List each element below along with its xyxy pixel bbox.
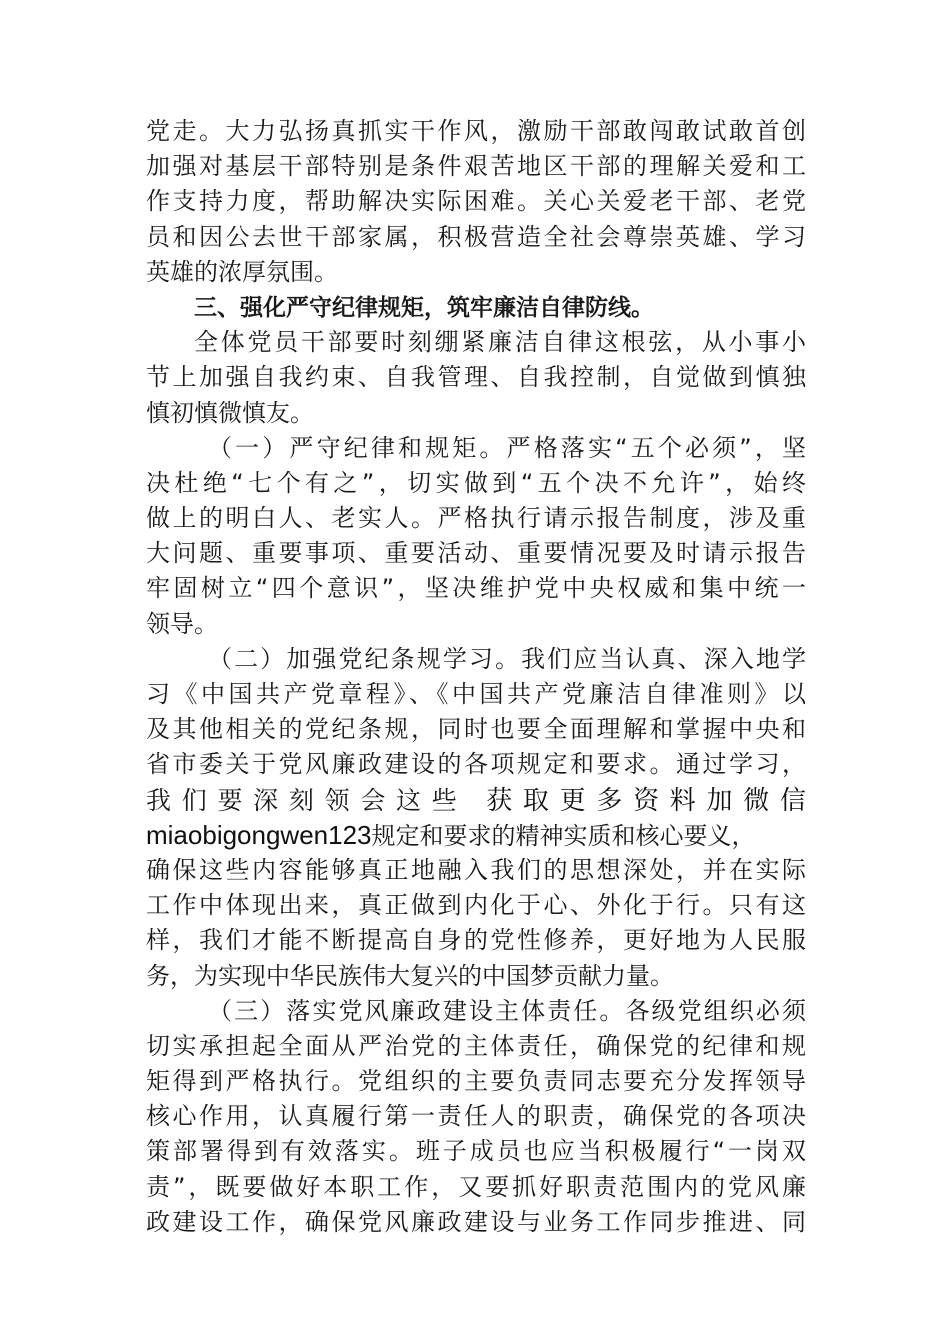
text-line: 策部署得到有效落实。班子成员也应当积极履行“一岗双 bbox=[146, 1137, 806, 1166]
text-line: 切实承担起全面从严治党的主体责任，确保党的纪律和规 bbox=[146, 1031, 806, 1060]
text-line-with-ad bbox=[146, 818, 806, 853]
text-line: 党走。大力弘扬真抓实干作风，激励干部敢闯敢试敢首创 bbox=[146, 117, 806, 145]
text-line: 慎初慎微慎友。 bbox=[146, 398, 314, 427]
text-line: 责”，既要做好本职工作，又要抓好职责范围内的党风廉 bbox=[146, 1172, 806, 1201]
text-line: 确保这些内容能够真正地融入我们的思想深处，并在实际 bbox=[146, 855, 806, 884]
watermark-ad: 获取更多资料加微信 bbox=[486, 784, 806, 815]
text-segment: 规定和要求的精神实质和核心要义， bbox=[371, 821, 756, 850]
text-line: 务，为实现中华民族伟大复兴的中国梦贡献力量。 bbox=[146, 961, 674, 990]
text-line: 习《中国共产党章程》、《中国共产党廉洁自律准则》以 bbox=[146, 680, 806, 708]
text-line: 员和因公去世干部家属，积极营造全社会尊崇英雄、学习 bbox=[146, 222, 806, 251]
text-line: 样，我们才能不断提高自身的党性修养，更好地为人民服 bbox=[146, 926, 806, 955]
text-line: 牢固树立“四个意识”，坚决维护党中央权威和集中统一 bbox=[146, 574, 806, 603]
text-line: 矩得到严格执行。党组织的主要负责同志要充分发挥领导 bbox=[146, 1067, 806, 1096]
text-line: （一）严守纪律和规矩。严格落实“五个必须”，坚 bbox=[208, 433, 806, 462]
section-heading: 三、强化严守纪律规矩，筑牢廉洁自律防线。 bbox=[194, 293, 654, 320]
text-line: 英雄的浓厚氛围。 bbox=[146, 257, 338, 286]
text-line: 及其他相关的党纪条规，同时也要全面理解和掌握中央和 bbox=[146, 715, 806, 744]
text-line: 加强对基层干部特别是条件艰苦地区干部的理解关爱和工 bbox=[146, 152, 806, 181]
text-line: （二）加强党纪条规学习。我们应当认真、深入地学 bbox=[208, 644, 806, 673]
text-line: 大问题、重要事项、重要活动、重要情况要及时请示报告 bbox=[146, 539, 806, 568]
text-line: 省市委关于党风廉政建设的各项规定和要求。通过学习， bbox=[146, 750, 806, 779]
text-line: 工作中体现出来，真正做到内化于心、外化于行。只有这 bbox=[146, 891, 806, 920]
text-line: （三）落实党风廉政建设主体责任。各级党组织必须 bbox=[208, 996, 806, 1025]
text-line: 节上加强自我约束、自我管理、自我控制，自觉做到慎独 bbox=[146, 363, 806, 392]
text-line: 政建设工作，确保党风廉政建设与业务工作同步推进、同 bbox=[146, 1207, 806, 1236]
text-line: 决杜绝“七个有之”，切实做到“五个决不允许”，始终 bbox=[146, 468, 806, 497]
text-line: 领导。 bbox=[146, 609, 218, 638]
text-line-with-ad bbox=[146, 783, 806, 818]
text-line: 作支持力度，帮助解决实际困难。关心关爱老干部、老党 bbox=[146, 187, 806, 216]
text-line: 全体党员干部要时刻绷紧廉洁自律这根弦，从小事小 bbox=[194, 328, 806, 357]
text-segment: 我们要深刻领会这些 bbox=[146, 785, 468, 815]
watermark-ad-id: miaobigongwen123 bbox=[146, 819, 372, 850]
text-line: 做上的明白人、老实人。严格执行请示报告制度，涉及重 bbox=[146, 504, 806, 533]
text-line: 核心作用，认真履行第一责任人的职责，确保党的各项决 bbox=[146, 1102, 806, 1131]
document-page bbox=[146, 114, 806, 1240]
